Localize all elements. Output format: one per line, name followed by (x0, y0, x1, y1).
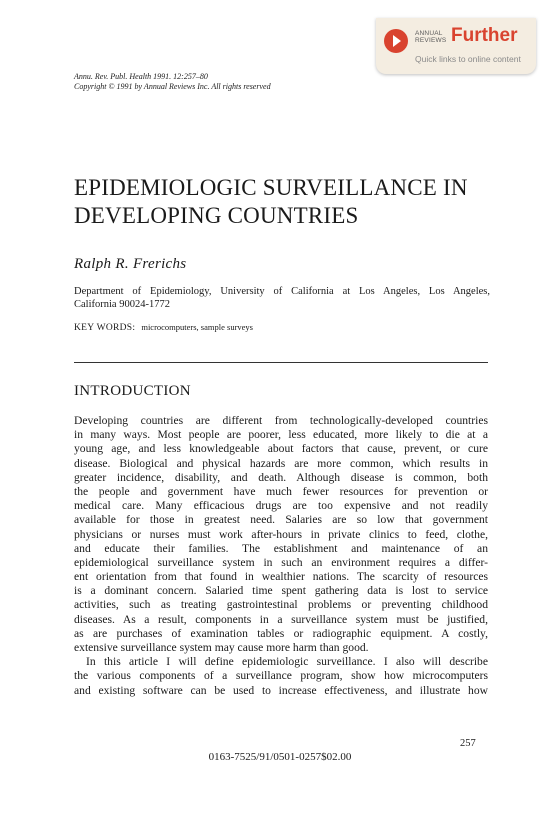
badge-further-text: Further (451, 25, 518, 46)
affiliation-line-1: Department of Epidemiology, University of California at Los Angeles, Los Angeles, (74, 286, 490, 297)
body-line: in many ways. Most people are poorer, less educated, more likely to die at a (74, 428, 488, 442)
body-line: medical care. Many efficacious drugs are too expensive and not readily (74, 499, 488, 513)
footer-code: 0163-7525/91/0501-0257$02.00 (208, 751, 352, 763)
keywords (74, 322, 253, 333)
keywords-values: microcomputers, sample surveys (141, 322, 253, 332)
section-divider (74, 362, 488, 363)
body-line: as are purchases of examination tables or radiographic equipment. A costly, (74, 626, 488, 640)
body-line: extensive surveillance system may cause more harm than good. (74, 641, 369, 654)
citation (74, 72, 271, 92)
body-line: physicians or nurses must work after-hours in private clinics to feed, clothe, (74, 527, 488, 541)
badge-reviews-text: REVIEWS (415, 37, 447, 44)
section-heading-introduction: INTRODUCTION (74, 383, 191, 399)
body-line: available for those in greatest need. Salaries are so low that government (74, 513, 488, 527)
title-line-1: EPIDEMIOLOGIC SURVEILLANCE IN (74, 175, 468, 200)
author-affiliation (74, 285, 490, 311)
title-line-2: DEVELOPING COUNTRIES (74, 203, 359, 228)
page-number: 257 (460, 738, 476, 749)
body-line: In this article I will define epidemiologic surveillance. I also will describe (86, 655, 488, 669)
arrow-glyph (393, 35, 401, 47)
body-line: Developing countries are different from technologically-developed countries (74, 414, 488, 427)
badge-annual-text: ANNUAL (415, 30, 443, 37)
author-name: Ralph R. Frerichs (74, 256, 187, 272)
body-line: young age, and less knowledgeable about factors that cause, prevent, or cure (74, 442, 488, 456)
body-line: and educate their families. The establishment and maintenance of an (74, 541, 488, 555)
body-line: the people and government have much fewer resources for prevention or (74, 484, 488, 498)
citation-copyright: Copyright © 1991 by Annual Reviews Inc. All rights reserved (74, 82, 271, 91)
play-arrow-icon[interactable] (384, 29, 408, 53)
badge-publisher (415, 30, 446, 44)
body-line: activities, such as treating gastrointestinal problems or preventing childhood (74, 598, 488, 612)
body-line: the various components of a surveillance program, show how microcomputers (74, 669, 488, 683)
badge-tagline: Quick links to online content (415, 54, 521, 64)
body-line: greater incidence, disability, and death. Although disease is common, both (74, 470, 488, 484)
body-line: disease. Biological and physical hazards are more common, which results in (74, 456, 488, 470)
further-badge[interactable] (376, 18, 536, 74)
citation-journal: Annu. Rev. Publ. Health 1991. 12:257–80 (74, 72, 208, 81)
body-line: and existing software can be used to increase effectiveness, and illustrate how (74, 683, 488, 697)
body-line: ent orientation from that found in wealthier nations. The scarcity of resources (74, 570, 488, 584)
article-title (74, 174, 494, 230)
keywords-label: KEY WORDS: (74, 323, 136, 333)
body-line: diseases. As a result, components in a surveillance system must be justified, (74, 612, 488, 626)
body-line: is a dominant concern. Salaried time spent gathering data is lost to service (74, 584, 488, 598)
body-line: epidemiological surveillance system in such an environment requires a differ- (74, 555, 488, 569)
body-text (74, 414, 488, 698)
affiliation-line-2: California 90024-1772 (74, 299, 170, 310)
